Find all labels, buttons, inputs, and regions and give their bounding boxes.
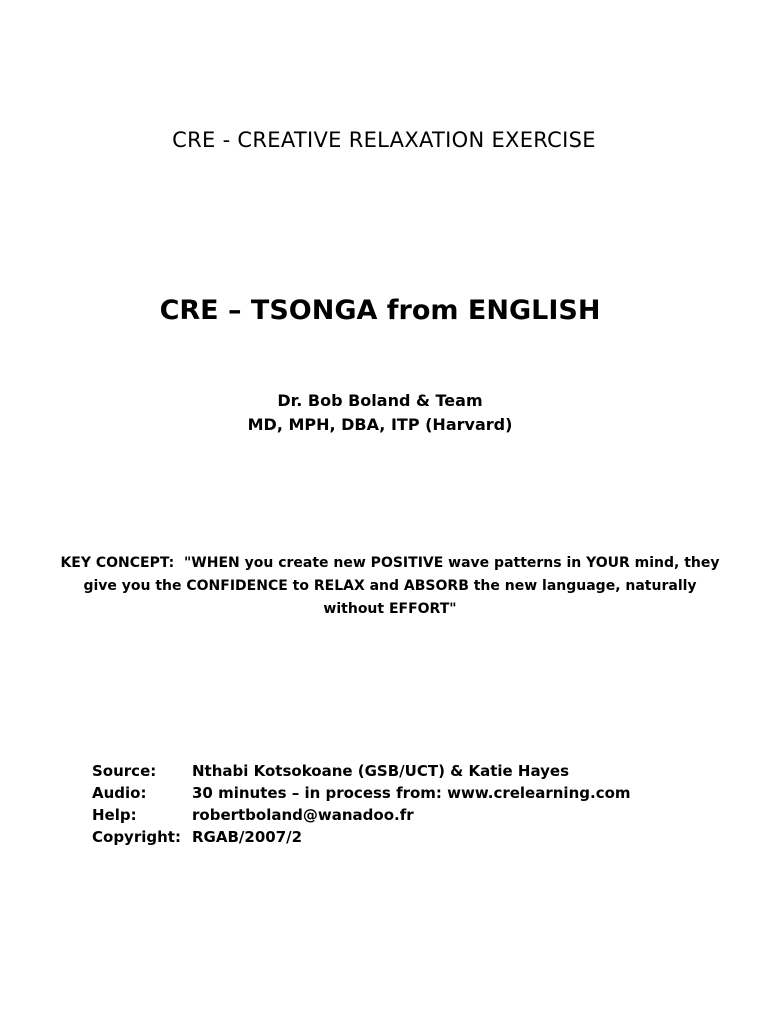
- info-row-audio: [92, 782, 712, 804]
- key-concept-block: [60, 552, 720, 621]
- source-label: Source:: [92, 762, 157, 780]
- info-row-copyright: [92, 826, 712, 848]
- authors-block: [0, 389, 760, 437]
- authors-line-1: Dr. Bob Boland & Team: [277, 391, 483, 410]
- info-block: [92, 760, 712, 848]
- audio-value: 30 minutes – in process from: www.crelearning.com: [192, 784, 631, 802]
- help-value: robertboland@wanadoo.fr: [192, 806, 414, 824]
- source-value: Nthabi Kotsokoane (GSB/UCT) & Katie Hayes: [192, 762, 569, 780]
- page-title: CRE – TSONGA from ENGLISH: [159, 295, 601, 326]
- info-row-help: [92, 804, 712, 826]
- help-label: Help:: [92, 806, 137, 824]
- info-row-source: [92, 760, 712, 782]
- key-concept-label: KEY CONCEPT:: [60, 555, 175, 571]
- copyright-value: RGAB/2007/2: [192, 828, 303, 846]
- header-title: CRE - CREATIVE RELAXATION EXERCISE: [172, 128, 596, 152]
- key-concept-text: "WHEN you create new POSITIVE wave patterns in YOUR mind, they give you the CONFIDENCE to RELAX and ABSORB the new language, naturally without EFFORT": [83, 555, 720, 617]
- copyright-label: Copyright:: [92, 828, 181, 846]
- audio-label: Audio:: [92, 784, 147, 802]
- authors-line-2: MD, MPH, DBA, ITP (Harvard): [247, 415, 513, 434]
